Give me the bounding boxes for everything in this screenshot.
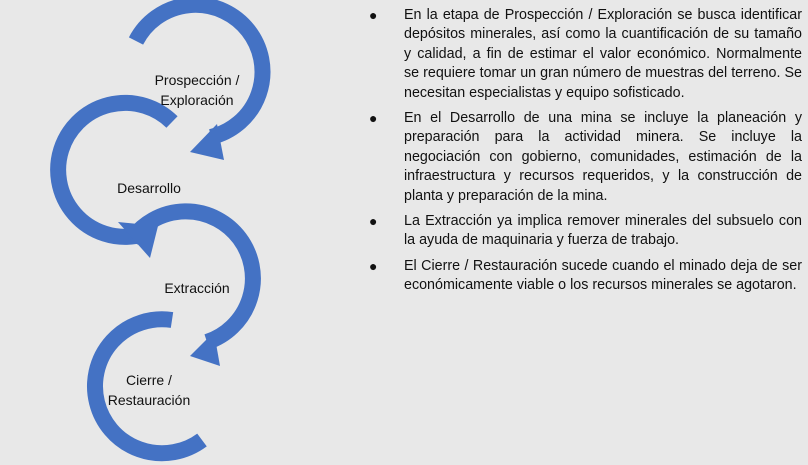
stage-label-extraccion: Extracción bbox=[164, 280, 230, 296]
bullet-desarrollo: ● En el Desarrollo de una mina se incluye la planeación y preparación para la actividad minera. Se incluye la negociación con gobierno, comunidades, estimación de la infraestructura y recursos requeridos, y la construcción de planta y preparación de la mina. bbox=[369, 110, 802, 204]
bullet-icon: ● bbox=[369, 7, 378, 23]
stage-label-prospeccion: Prospección / Exploración bbox=[154, 72, 240, 108]
bullet-icon: ● bbox=[369, 110, 378, 127]
description-list bbox=[368, 6, 802, 302]
bullet-cierre: ● El Cierre / Restauración sucede cuando el minado deja de ser económicamente viable o los recursos minerales se agotaron. bbox=[369, 257, 802, 294]
bullet-icon: ● bbox=[369, 213, 378, 230]
stage-label-desarrollo: Desarrollo bbox=[117, 180, 181, 196]
bullet-icon: ● bbox=[369, 257, 378, 274]
bullet-prospeccion: ● En la etapa de Prospección / Exploración se busca identificar depósitos minerales, así como la cuantificación de su tamaño y calidad, a fin de estimar el valor económico. Normalmente se requiere tomar un gran número de muestras del terreno. Se necesitan especialistas y equipo sofisticado. bbox=[369, 7, 802, 101]
bullet-extraccion: ● La Extracción ya implica remover minerales del subsuelo con la ayuda de maquinaria y fuerza de trabajo. bbox=[369, 213, 802, 249]
stage-label-cierre: Cierre / Restauración bbox=[107, 372, 191, 408]
